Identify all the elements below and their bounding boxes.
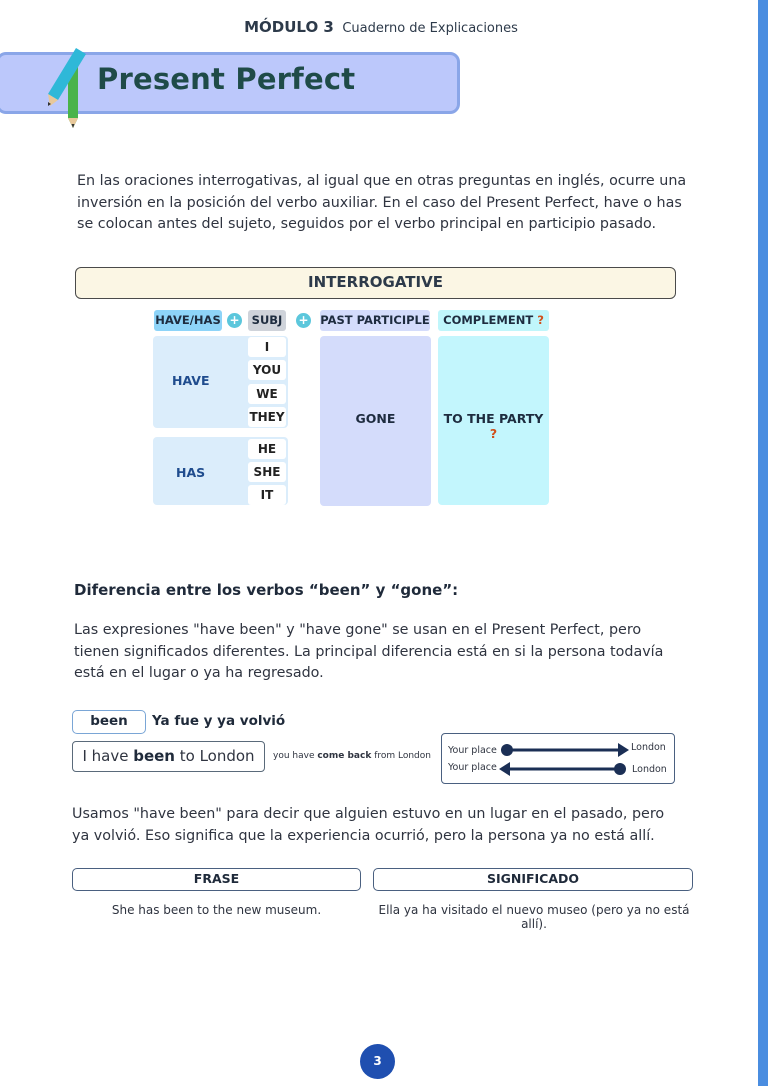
plus-icon: + [227, 313, 242, 328]
section-title: Diferencia entre los verbos “been” y “gone”: [74, 581, 459, 599]
subject-cell: I [248, 337, 286, 357]
usage-paragraph: Usamos "have been" para decir que alguien estuvo en un lugar en el pasado, pero ya volvió. Eso significa que la experiencia ocurrió, pero la persona ya no está allí. [72, 806, 665, 844]
diagram-label: Your place [448, 745, 497, 756]
meaning-cell: Ella ya ha visitado el nuevo museo (pero ya no está allí). [378, 903, 690, 931]
diagram-label: Your place [448, 762, 497, 773]
plus-icon: + [296, 313, 311, 328]
right-edge-strip [758, 0, 768, 1086]
round-trip-diagram [441, 733, 675, 784]
column-header-aux: HAVE/HAS [154, 310, 222, 331]
section-paragraph: Las expresiones "have been" y "have gone" se usan en el Present Perfect, pero tienen significados diferentes. La principal diferencia está en si la persona todavía está en el lugar o ya ha regresado. [74, 622, 664, 681]
have-label: HAVE [172, 373, 210, 388]
sentence-part: to London [174, 747, 255, 765]
subject-cell: SHE [248, 462, 286, 482]
subject-cell: IT [248, 485, 286, 505]
module-subtitle: Cuaderno de Explicaciones [342, 21, 518, 36]
intro-paragraph: En las oraciones interrogativas, al igual que en otras preguntas en inglés, ocurre una inversión en la posición del verbo auxiliar. En el caso del Present Perfect, have o has se colocan antes del sujeto, seguidos por el verbo principal en participio pasado. [77, 173, 687, 232]
diagram-label: London [632, 764, 667, 775]
subject-cell: HE [248, 439, 286, 459]
been-caption: Ya fue y ya volvió [152, 713, 286, 729]
column-header-participle: PAST PARTICIPLE [320, 310, 430, 331]
example-note [273, 751, 431, 761]
has-label: HAS [176, 465, 206, 480]
note-part: you have [273, 751, 318, 761]
complement-text: TO THE PARTY [443, 411, 544, 426]
subject-cell: WE [248, 384, 286, 404]
phrase-cell: She has been to the new museum. [111, 903, 322, 917]
question-mark: ? [489, 426, 498, 441]
page-number-badge: 3 [360, 1044, 395, 1079]
column-header-subj: SUBJ [248, 310, 286, 331]
diagram-label: London [631, 742, 666, 753]
note-bold: come back [317, 751, 372, 761]
sentence-part: I have [82, 747, 134, 765]
meaning-column-header: SIGNIFICADO [373, 868, 693, 891]
question-mark: ? [537, 313, 544, 327]
complement-header-text: COMPLEMENT [443, 313, 534, 327]
page-title: Present Perfect [97, 62, 356, 96]
participle-value: GONE [355, 411, 396, 426]
note-part: from London [371, 751, 431, 761]
pencil-icon [44, 44, 90, 130]
complement-value [438, 411, 549, 441]
subject-cell: THEY [248, 407, 286, 427]
module-label: MÓDULO 3 [244, 18, 334, 36]
been-tag: been [72, 710, 146, 734]
subject-cell: YOU [248, 360, 286, 380]
sentence-bold: been [133, 747, 175, 765]
module-header [0, 18, 762, 36]
column-header-complement [438, 310, 549, 331]
example-sentence [72, 741, 265, 772]
interrogative-heading: INTERROGATIVE [75, 267, 676, 299]
phrase-column-header: FRASE [72, 868, 361, 891]
